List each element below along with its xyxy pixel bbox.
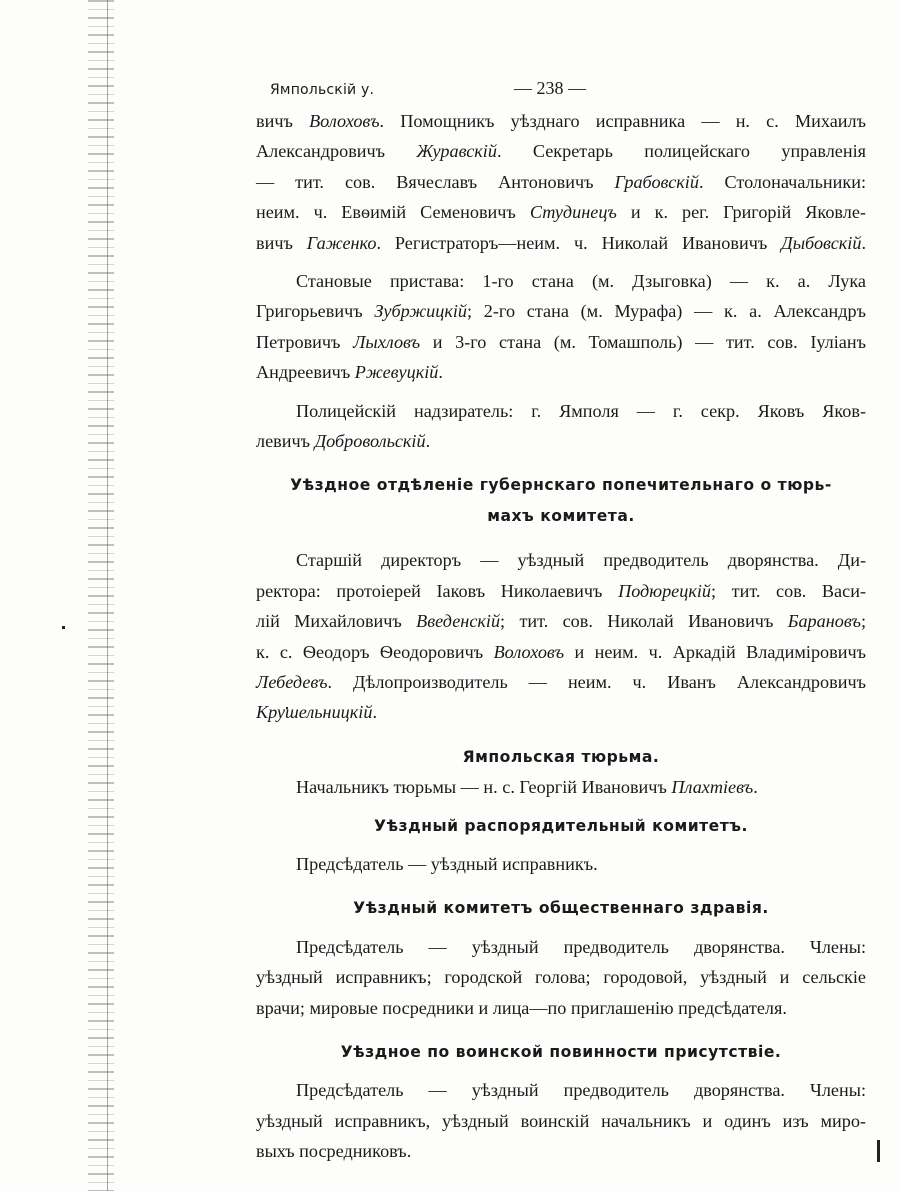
text-line: Начальникъ тюрьмы — н. с. Георгій Ивановичъ Плахтіевъ. xyxy=(296,777,758,798)
section-heading: Уѣздный комитетъ общественнаго здравія. xyxy=(353,899,769,918)
text-line: Григорьевичъ Зубржицкій; 2-го стана (м. Мурафа) — к. а. Александръ xyxy=(256,301,866,322)
section-heading xyxy=(256,470,866,531)
page-number: — 238 — xyxy=(514,78,586,98)
paragraph-directors xyxy=(256,545,866,727)
text-line: Становые пристава: 1-го стана (м. Дзыговка) — к. а. Лука xyxy=(296,271,866,292)
text-line: ректора: протоіерей Іаковъ Николаевичъ Подюрецкій; тит. сов. Васи- xyxy=(256,580,866,601)
heading-line: Уѣздное отдѣленіе губернскаго попечительнаго о тюрь- xyxy=(290,476,832,495)
section-heading: Уѣздное по воинской повинности присутствіе. xyxy=(340,1042,782,1061)
text-line: вичъ Волоховъ. Помощникъ уѣзднаго исправника — н. с. Михаилъ xyxy=(256,111,866,131)
paragraph-prison xyxy=(256,772,866,802)
paragraph-stanovye xyxy=(256,266,866,388)
text-line: Александровичъ Журавскій. Секретарь полицейскаго управленія xyxy=(256,141,866,162)
binding-line xyxy=(107,0,108,1191)
text-line: — тит. сов. Вячеславъ Антоновичъ Грабовскій. Столоначальники: xyxy=(256,171,867,192)
text-line: Петровичъ Лыхловъ и 3-го стана (м. Томашполь) — тит. сов. Іуліанъ xyxy=(256,331,867,352)
text-line: Крушельницкій. xyxy=(256,702,377,723)
binding-edge xyxy=(88,0,114,1191)
text-line: Предсѣдатель — уѣздный предводитель дворянства. Члены: xyxy=(296,1080,866,1101)
text-line: Предсѣдатель — уѣздный исправникъ. xyxy=(296,853,598,874)
text-line: левичъ Добровольскій. xyxy=(256,431,431,452)
text-line: Полицейскій надзиратель: г. Ямполя — г. секр. Яковъ Яков- xyxy=(296,400,866,421)
paragraph-military xyxy=(256,1075,866,1166)
text-line: уѣздный исправникъ, уѣздный воинскій начальникъ и одинъ изъ миро- xyxy=(256,1110,866,1131)
paragraph-nadziratel xyxy=(256,396,866,457)
text-line: неим. ч. Евѳимій Семеновичъ Студинецъ и к. рег. Григорій Яковле- xyxy=(256,202,866,223)
text-line: выхъ посредниковъ. xyxy=(256,1141,412,1162)
text-line: к. с. Ѳеодоръ Ѳеодоровичъ Волоховъ и неим. ч. Аркадій Владиміровичъ xyxy=(256,641,867,662)
running-head xyxy=(256,76,866,106)
running-head-title: Ямпольскій у. xyxy=(270,82,375,98)
text-line: Андреевичъ Ржевуцкій. xyxy=(256,362,443,383)
document-page xyxy=(256,76,866,1167)
paragraph-police xyxy=(256,106,866,258)
text-line: вичъ Гаженко. Регистраторъ—неим. ч. Николай Ивановичъ Дыбовскій. xyxy=(256,232,866,253)
scan-speck xyxy=(877,1140,880,1162)
section-heading: Уѣздный распорядительный комитетъ. xyxy=(374,816,748,835)
text-line: Предсѣдатель — уѣздный предводитель дворянства. Члены: xyxy=(296,936,866,957)
section-heading: Ямпольская тюрьма. xyxy=(462,747,660,766)
paragraph-committee xyxy=(256,849,866,879)
text-line: Лебедевъ. Дѣлопроизводитель — неим. ч. Иванъ Александровичъ xyxy=(256,671,866,692)
text-line: уѣздный исправникъ; городской голова; городовой, уѣздный и сельскіе xyxy=(256,967,866,988)
text-line: врачи; мировые посредники и лица—по приглашенію предсѣдателя. xyxy=(256,997,787,1018)
text-line: Старшій директоръ — уѣздный предводитель дворянства. Ди- xyxy=(296,550,866,571)
text-line: лій Михайловичъ Введенскій; тит. сов. Николай Ивановичъ Барановъ; xyxy=(256,611,867,632)
heading-line: махъ комитета. xyxy=(487,506,635,525)
scan-speck xyxy=(62,626,65,629)
paragraph-health xyxy=(256,932,866,1023)
